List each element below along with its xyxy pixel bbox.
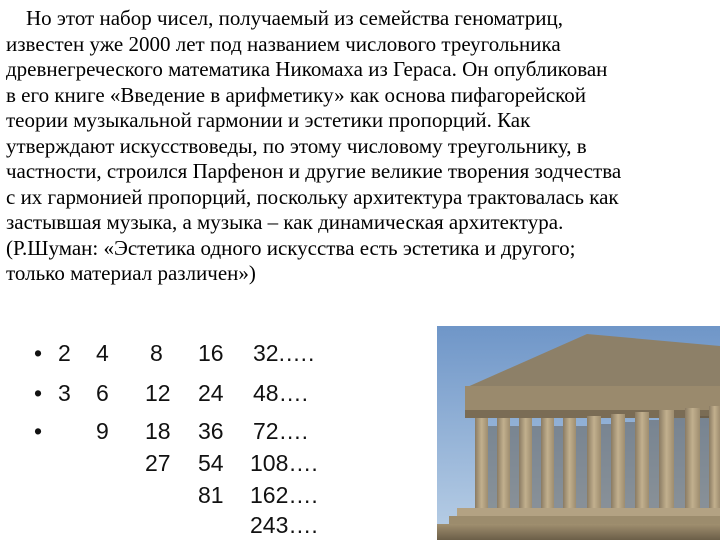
paragraph-line: теории музыкальной гармонии и эстетики пропорций. Как: [6, 108, 531, 132]
triangle-number: 12: [145, 380, 171, 406]
triangle-number: 4: [96, 340, 109, 366]
triangle-number: 32.….: [253, 340, 315, 366]
triangle-number: 108….: [250, 450, 318, 476]
triangle-number: 24: [198, 380, 224, 406]
paragraph-line: только материал различен»): [6, 261, 256, 285]
paragraph-line: утверждают искусствоведы, по этому числовому треугольнику, в: [6, 133, 587, 158]
paragraph-line: в его книге «Введение в арифметику» как основа пифагорейской: [6, 82, 587, 107]
triangle-number: 9: [96, 418, 109, 444]
triangle-number: 6: [96, 380, 109, 406]
bullet-icon: •: [34, 340, 43, 366]
triangle-number: 48….: [253, 380, 308, 406]
triangle-number: 72….: [253, 418, 308, 444]
paragraph-line: с их гармонией пропорций, поскольку архитектура трактовалась как: [6, 184, 619, 209]
paragraph-line: известен уже 2000 лет под названием числового треугольника: [6, 31, 561, 56]
triangle-number: 162….: [250, 482, 318, 508]
triangle-number: 18: [145, 418, 171, 444]
bullet-icon: •: [34, 380, 43, 406]
triangle-number: 27: [145, 450, 171, 476]
paragraph-line: древнегреческого математика Никомаха из Гераса. Он опубликован: [6, 57, 608, 81]
triangle-number: 3: [58, 380, 71, 406]
triangle-number: 2: [58, 340, 71, 366]
triangle-number: 81: [198, 482, 224, 508]
triangle-number: 8: [150, 340, 163, 366]
triangle-number: 54: [198, 450, 224, 476]
parthenon-photo: [437, 326, 720, 540]
paragraph-line: Но этот набор чисел, получаемый из семейства геноматриц,: [26, 6, 563, 30]
triangle-number: 36: [198, 418, 224, 444]
triangle-number: 16: [198, 340, 224, 366]
bullet-icon: •: [34, 418, 43, 444]
paragraph-line: застывшая музыка, а музыка – как динамическая архитектура.: [6, 210, 564, 234]
paragraph-line: (Р.Шуман: «Эстетика одного искусства есть эстетика и другого;: [6, 235, 576, 260]
paragraph-line: частности, строился Парфенон и другие великие творения зодчества: [6, 159, 622, 183]
description-paragraph: [6, 6, 714, 287]
triangle-number: 243….: [250, 512, 318, 538]
